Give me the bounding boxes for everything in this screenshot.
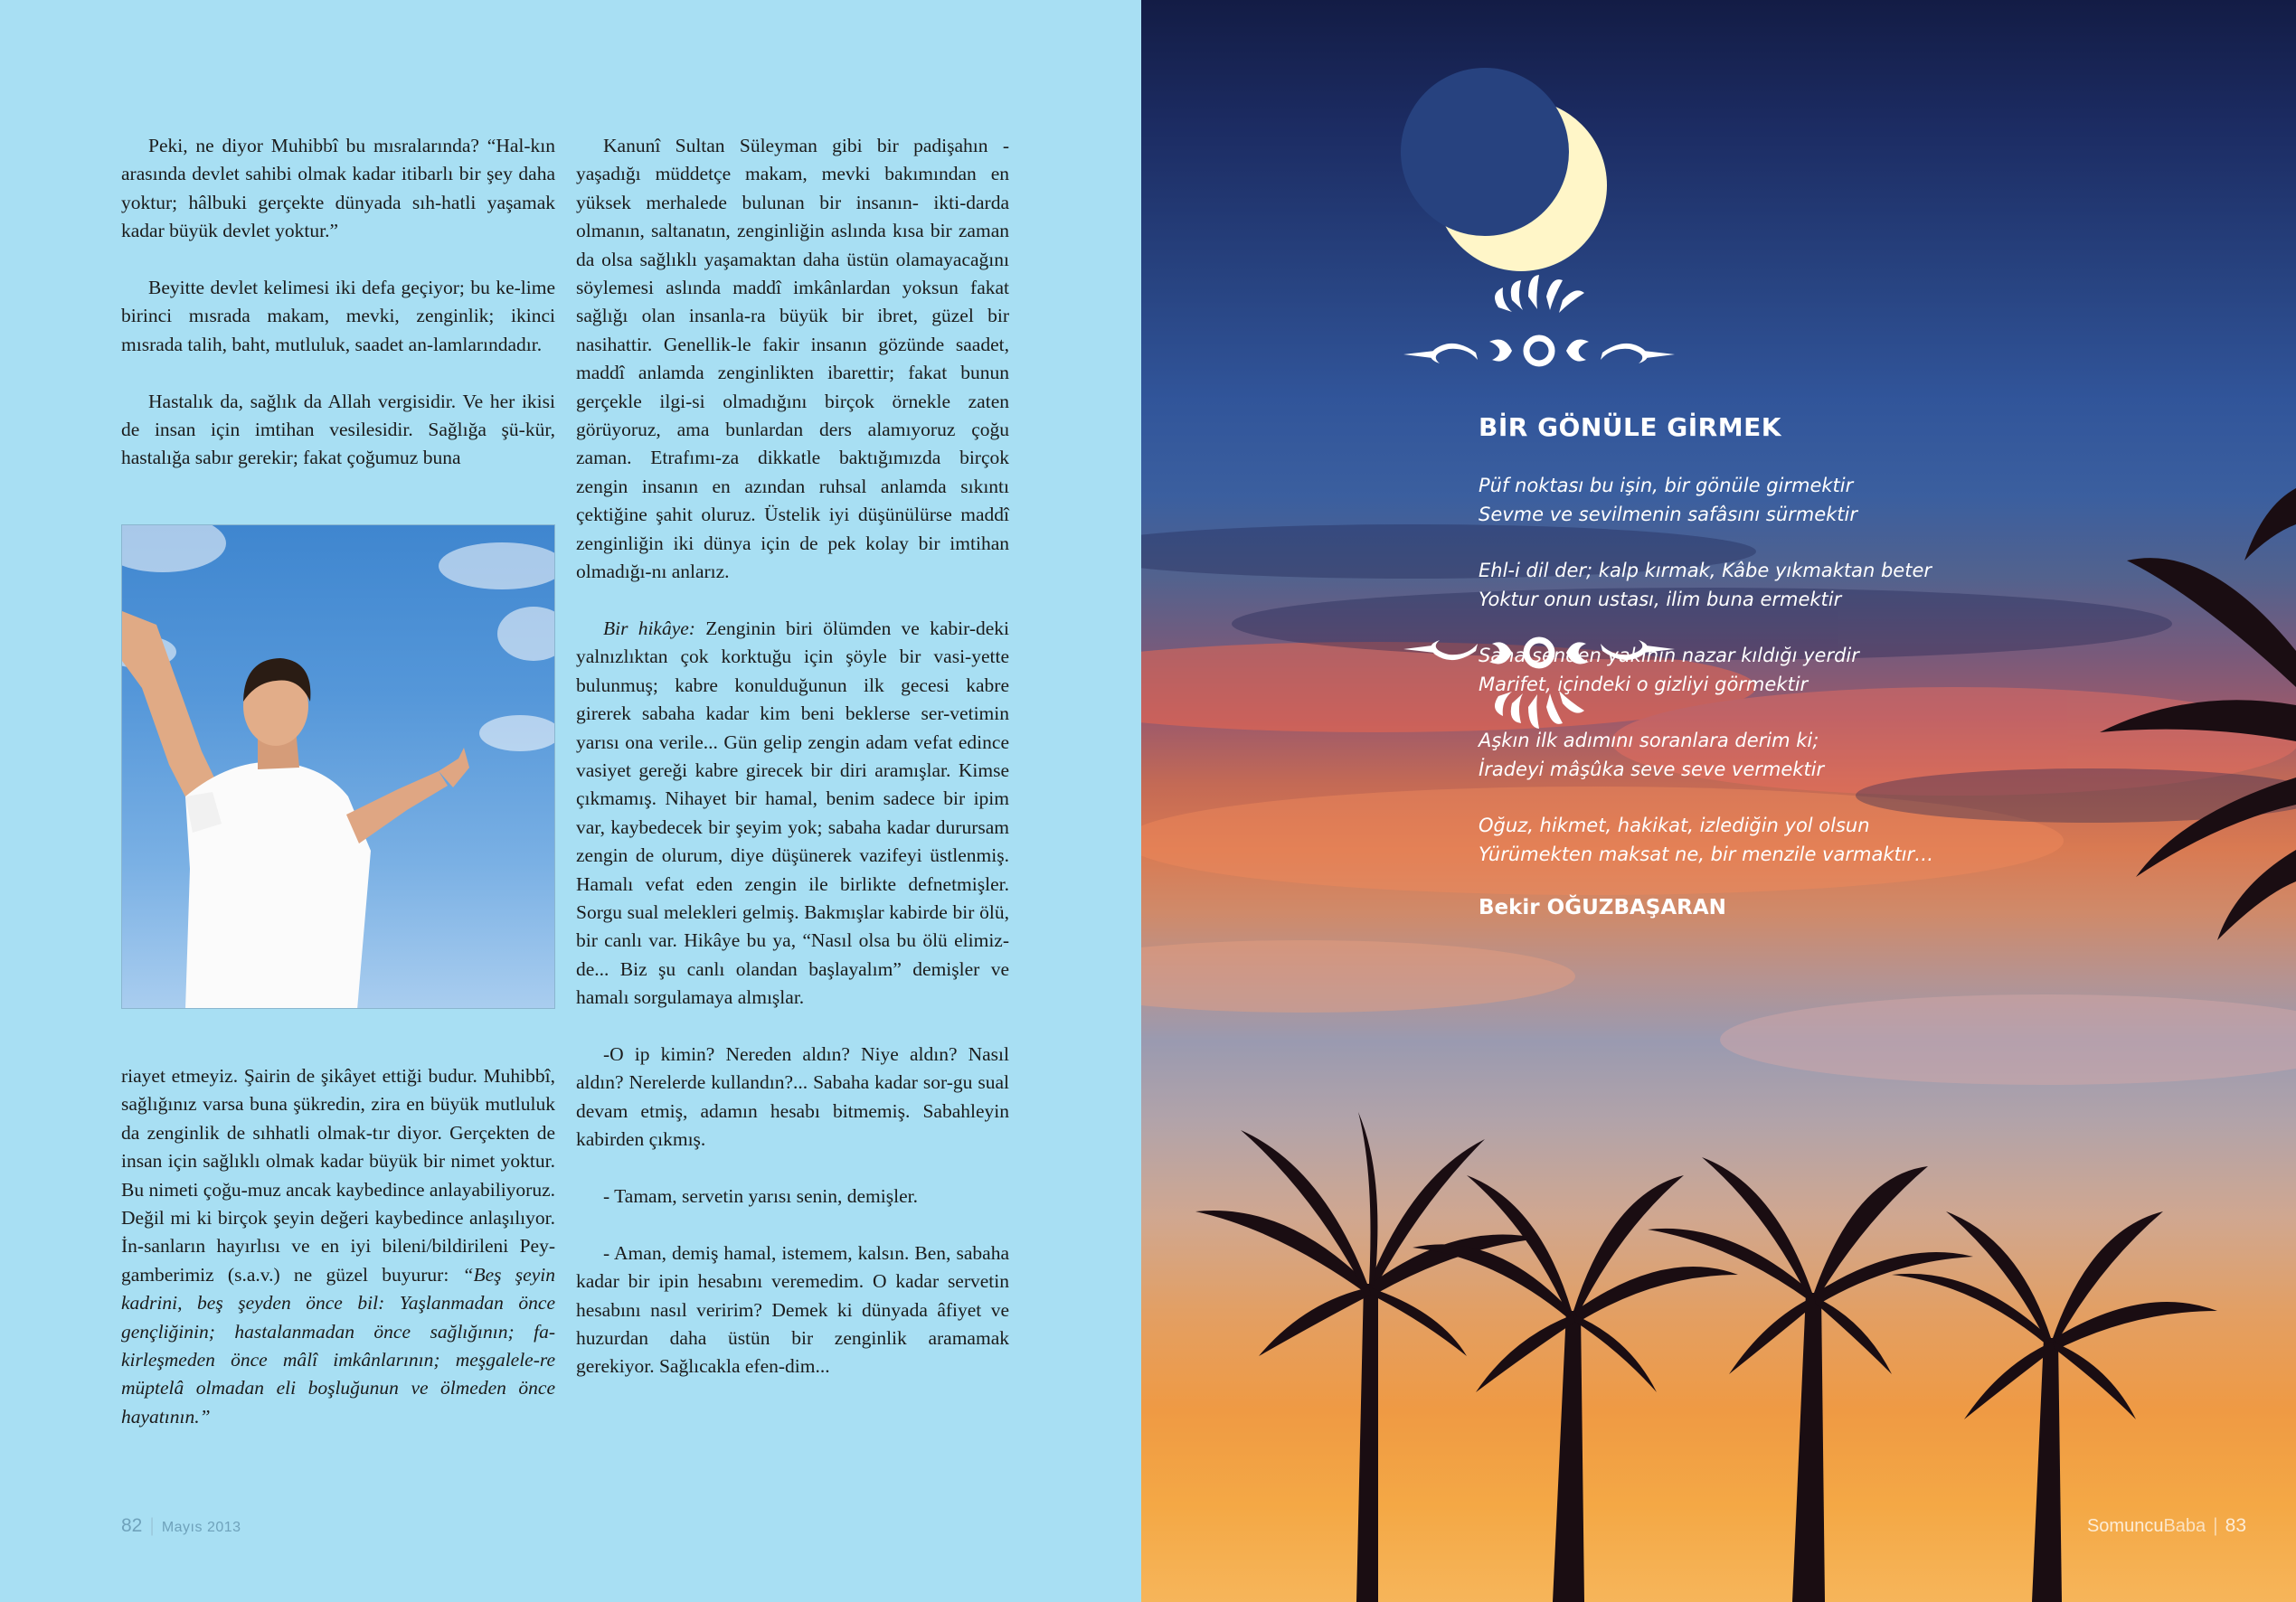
footer-divider: | [2213,1515,2218,1536]
page-footer-left [121,1515,241,1537]
poem-line: İradeyi mâşûka seve seve vermektir [1479,759,1825,780]
paragraph [576,615,1009,1013]
story-lead: Bir hikâye: [603,617,695,639]
poem-stanza [1479,471,1857,529]
poem-stanza [1479,556,1932,614]
poem-stanza [1479,641,1859,699]
paragraph: - Aman, demiş hamal, istemem, kalsın. Ben, sabaha kadar bir ipin hesabını veremedim. O kadar servetin hesabını nasıl veririm? Demek ki dünyada âfiyet ve huzurdan daha üstün bir zenginlik aramamak gerekiyor. Sağlıcakla efen-dim... [576,1241,1009,1378]
page-number: 83 [2225,1515,2246,1536]
poem-line: Ehl-i dil der; kalp kırmak, Kâbe yıkmaktan beter [1479,560,1932,581]
poem-title: BİR GÖNÜLE GİRMEK [1479,412,1781,442]
sunset-palm-illustration [1141,0,2296,1602]
man-in-sky-photo [121,524,555,1009]
left-page [0,0,1141,1602]
article-column-left-bottom [121,1062,555,1431]
paragraph: Hastalık da, sağlık da Allah vergisidir. Ve her ikisi de insan için imtihan vesilesidir. Sağlığa şü-kür, hastalığa sabır gerekir; fakat çoğumuz buna [121,390,555,469]
right-page [1141,0,2296,1602]
poem-author: Bekir OĞUZBAŞARAN [1479,896,1726,919]
poem-line: Yürümekten maksat ne, bir menzile varmaktır… [1479,843,1934,865]
page-number: 82 [121,1515,143,1536]
photo-illustration [122,525,555,1009]
page-footer-right [2087,1515,2246,1537]
poem-stanza [1479,726,1824,784]
article-column-right [576,132,1009,1381]
poem-stanza [1479,811,1933,869]
paragraph: Peki, ne diyor Muhibbî bu mısralarında? “Hal-kın arasında devlet sahibi olmak kadar itibarlı bir şey daha yoktur; hâlbuki gerçekte dünyada sıh-hatli yaşamak kadar büyük devlet yoktur.” [121,135,555,242]
poem-line: Sevme ve sevilmenin safâsını sürmektir [1479,504,1858,525]
poem-line: Aşkın ilk adımını soranlara derim ki; [1479,730,1819,751]
paragraph: - Tamam, servetin yarısı senin, demişler. [603,1184,918,1207]
paragraph: Beyitte devlet kelimesi iki defa geçiyor; bu ke-lime birinci mısrada makam, mevki, zenginlik; ikinci mısrada talih, baht, mutluluk, saadet an-lamlarındadır. [121,277,555,355]
poem-line: Sana senden yakının nazar kıldığı yerdir [1479,645,1859,666]
brand-name-part2: Baba [2163,1516,2206,1536]
poem-line: Yoktur onun ustası, ilim buna ermektir [1479,589,1842,610]
paragraph [121,1062,555,1431]
poem-line: Püf noktası bu işin, bir gönüle girmektir [1479,475,1854,496]
story-text: Zenginin biri ölümden ve kabir-deki yalnızlıktan çok korktuğu için şöyle bir vasi-yette bulunmuş; kabre konulduğunun ilk gecesi kabre girerek sabaha kadar kim beni beklerse ser-vetimin yarısı ona verile... Gün gelip zengin adam vefat edince vasiyet gereği kabre girecek bir diri aramışlar. Kimse çıkmamış. Nihayet bir hamal, benim sadece bir ipim var, kaybedecek bir şeyim yok; sabaha kadar durursam zengin de olurum, diye düşünerek vazifeyi üstlenmiş. Hamalı vefat eden zengin ile birlikte defnetmişler. Sorgu sual melekleri gelmiş. Bakmışlar kabirde bir ölü, bir canlı var. Hikâye bu ya, “Nasıl olsa bu ölü elimiz-de... Biz şu canlı olandan başlayalım” demişler ve hamalı sorgulamaya almışlar. [576,617,1009,1009]
article-column-left-top [121,132,555,473]
poem-line: Oğuz, hikmet, hakikat, izlediğin yol olsun [1479,815,1870,836]
ornament-top-icon [1403,275,1675,363]
paragraph: -O ip kimin? Nereden aldın? Niye aldın? Nasıl aldın? Nerelerde kullandın?... Sabaha kadar sor-gu sual devam etmiş, adamın hesabı bitmemiş. Sabahleyin kabirden çıkmış. [576,1042,1009,1151]
crescent-moon-icon [1401,68,1607,271]
poem-line: Marifet, içindeki o gizliyi görmektir [1479,674,1809,695]
paragraph-text: riayet etmeyiz. Şairin de şikâyet ettiği budur. Muhibbî, sağlığınız varsa buna şükredin, zira en büyük mutluluk da zenginlik de sıhhatli olmak-tır diyor. Gerçekten de insan için sağlıklı olmak kadar büyük bir nimet yoktur. Bu nimeti çoğu-muz ancak kaybedince anlayabiliyoruz. Değil mi ki birçok şeyin değeri kaybedince anlaşılıyor. İn-sanların hayırlısı ve en iyi bileni/bildirileni Pey-gamberimiz (s.a.v.) ne güzel buyurur: [121,1065,555,1286]
hadith-quote: “Beş şeyin kadrini, beş şeyden önce bil: Yaşlanmadan önce gençliğinin; hastalanmadan önce sağlığının; fa-kirleşmeden önce mâlî imkânlarının; meşgalele-re müptelâ olmadan eli boşluğunun ve ölmeden önce hayatının.” [121,1263,555,1428]
footer-divider: | [149,1515,155,1536]
issue-date: Mayıs 2013 [161,1520,241,1535]
magazine-brand [2087,1516,2206,1536]
paragraph: Kanunî Sultan Süleyman gibi bir padişahın -yaşadığı müddetçe makam, mevki bakımından en yüksek merhalede bulunan bir insanın- ikti-darda olmanın, saltanatın, zenginliğin aslında kısa bir zaman da olsa sağlıklı yaşamaktan daha üstün olamayacağını söylemesi aslında maddî imkânlardan yoksun fakat sağlığı olan insanla-ra büyük bir ibret, güzel bir nasihattir. Genellik-le fakir insanın gözünde saadet, maddî anlamda zenginlikten ibarettir; fakat bunun gerçekle ilgi-si olmadığını birçok örnekle zaten görüyoruz, ama bunlardan ders alamıyoruz çoğu zaman. Etrafımı-za dikkatle baktığımızda birçok zengin insanın en azından ruhsal anlamda sıkıntı çektiğine şahit oluruz. Üstelik iyi düşünülürse maddî zenginliğin iki dünya için de pek kolay bir imtihan olmadığı-nı anlarız. [576,135,1009,583]
brand-name-part1: Somuncu [2086,1516,2164,1536]
